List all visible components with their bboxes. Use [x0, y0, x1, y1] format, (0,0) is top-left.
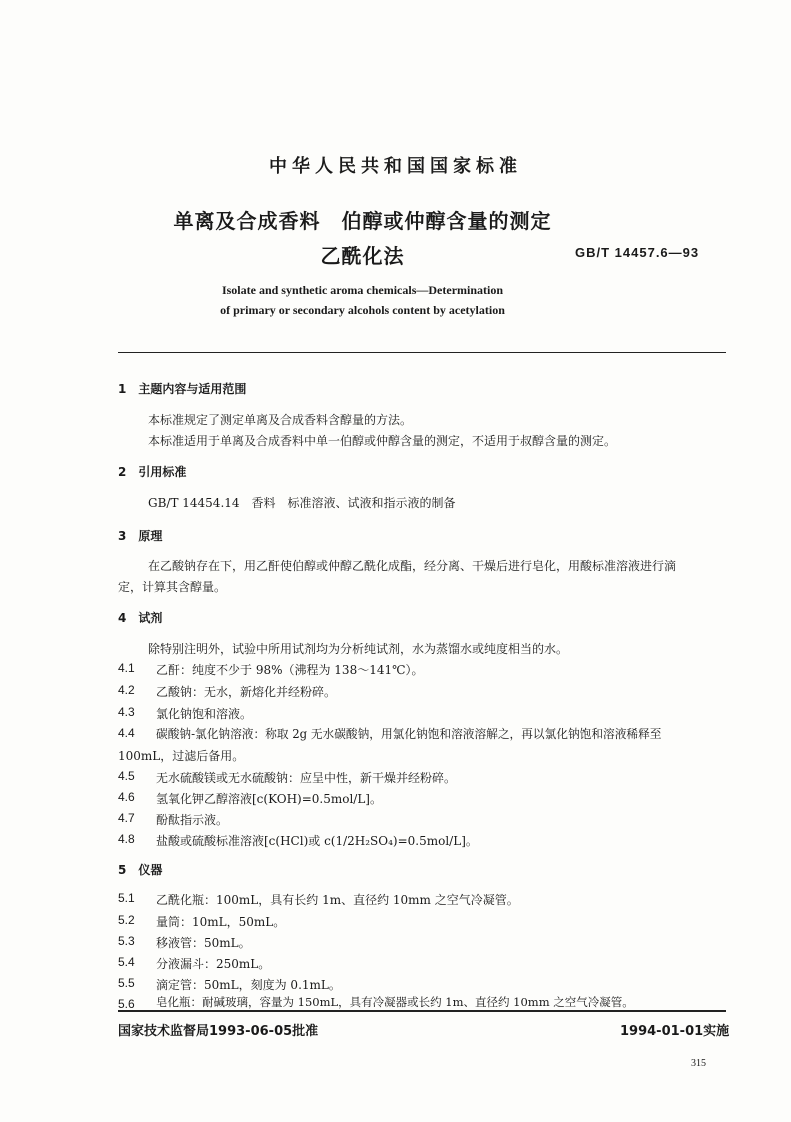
clause-text: 移液管：50mL。	[156, 936, 251, 950]
section-2-heading: 2 引用标准	[118, 465, 187, 479]
clause-text: 皂化瓶：耐碱玻璃，容量为 150mL，具有冷凝器或长约 1m、直径约 10mm 之空气冷凝管。	[156, 995, 634, 1009]
footer-divider	[118, 1010, 726, 1012]
page-number: 315	[691, 1058, 706, 1069]
clause-text-continuation: 100mL，过滤后备用。	[118, 749, 245, 763]
clause-number: 5.3	[118, 934, 135, 948]
clause-text: 乙酐：纯度不少于 98%（沸程为 138～141℃）。	[156, 663, 424, 677]
clause-number: 4.7	[118, 811, 135, 825]
clause-text: 酚酞指示液。	[156, 813, 229, 827]
national-standard-heading: 中华人民共和国国家标准	[269, 156, 522, 177]
clause-number: 4.2	[118, 683, 135, 697]
header-divider	[118, 352, 726, 353]
clause-number: 4.3	[118, 705, 135, 719]
clause-number: 5.1	[118, 891, 135, 905]
document-title: 单离及合成香料 伯醇或仲醇含量的测定	[173, 209, 552, 233]
clause-number: 4.5	[118, 769, 135, 783]
clause-number: 4.6	[118, 790, 135, 804]
clause-text: 滴定管：50mL，刻度为 0.1mL。	[156, 978, 341, 992]
clause-text: 乙酸钠：无水，新熔化并经粉碎。	[156, 685, 337, 699]
section-4-intro: 除特别注明外，试验中所用试剂均为分析纯试剂，水为蒸馏水或纯度相当的水。	[148, 642, 569, 656]
clause-text: 碳酸钠-氯化钠溶液：称取 2g 无水碳酸钠，用氯化钠饱和溶液溶解之，再以氯化钠饱和溶液稀释至	[156, 727, 662, 741]
clause-text: 盐酸或硫酸标准溶液[c(HCl)或 c(1/2H₂SO₄)=0.5mol/L]。	[156, 834, 478, 848]
section-3-paragraph-line-2: 定，计算其含醇量。	[118, 580, 227, 594]
clause-text: 乙酰化瓶：100mL，具有长约 1m、直径约 10mm 之空气冷凝管。	[156, 893, 519, 907]
clause-text: 无水硫酸镁或无水硫酸钠：应呈中性，新干燥并经粉碎。	[156, 771, 457, 785]
section-1-paragraph-2: 本标准适用于单离及合成香料中单一伯醇或仲醇含量的测定，不适用于叔醇含量的测定。	[148, 434, 617, 448]
effective-date-note: 1994-01-01实施	[620, 1024, 730, 1039]
section-3-paragraph-line-1: 在乙酸钠存在下，用乙酐使伯醇或仲醇乙酰化成酯，经分离、干燥后进行皂化，用酸标准溶液进行滴	[148, 559, 677, 573]
section-1-heading: 1 主题内容与适用范围	[118, 382, 247, 396]
clause-number: 4.1	[118, 661, 135, 675]
clause-text: 量筒：10mL，50mL。	[156, 915, 286, 929]
english-title-line-1: Isolate and synthetic aroma chemicals—Determination	[221, 283, 504, 297]
document-subtitle: 乙酰化法	[320, 244, 405, 268]
section-3-heading: 3 原理	[118, 529, 163, 543]
clause-number: 5.6	[118, 997, 135, 1011]
clause-number: 4.8	[118, 832, 135, 846]
section-2-reference: GB/T 14454.14 香料 标准溶液、试液和指示液的制备	[148, 496, 456, 510]
clause-text: 分液漏斗：250mL。	[156, 957, 271, 971]
standard-code: GB/T 14457.6—93	[575, 245, 700, 260]
clause-text: 氯化钠饱和溶液。	[156, 707, 253, 721]
english-title-line-2: of primary or secondary alcohols content by acetylation	[220, 303, 505, 317]
clause-text: 氢氧化钾乙醇溶液[c(KOH)=0.5mol/L]。	[156, 792, 382, 806]
clause-number: 5.5	[118, 976, 135, 990]
clause-number: 4.4	[118, 726, 135, 740]
section-1-paragraph-1: 本标准规定了测定单离及合成香料含醇量的方法。	[148, 413, 413, 427]
approval-note: 国家技术监督局1993-06-05批准	[118, 1024, 319, 1039]
section-5-heading: 5 仪器	[118, 863, 163, 877]
clause-number: 5.4	[118, 955, 135, 969]
section-4-heading: 4 试剂	[118, 611, 163, 625]
clause-number: 5.2	[118, 913, 135, 927]
